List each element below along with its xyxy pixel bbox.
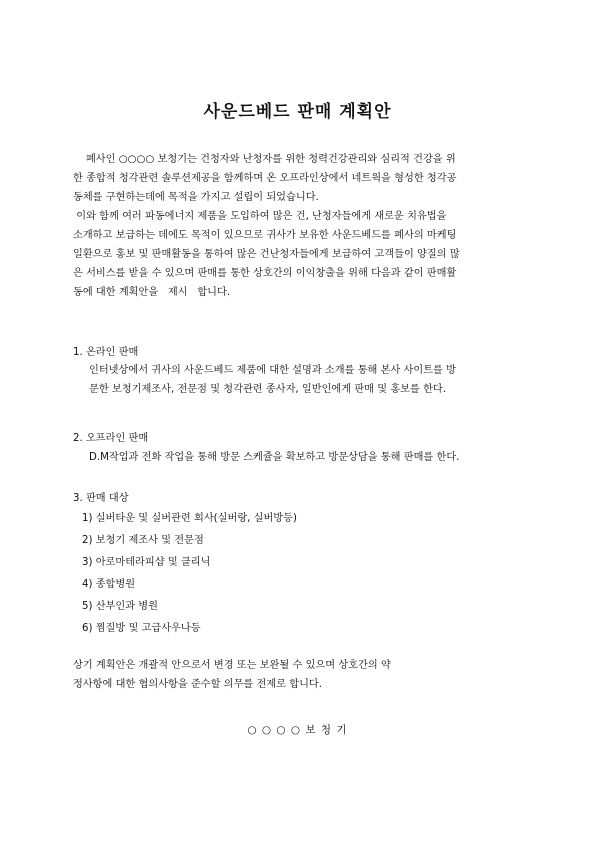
list-item: 2) 보청기 제조사 및 전문점 <box>82 535 204 546</box>
list-item: 3) 아로마테라피샵 및 클리닉 <box>82 557 211 568</box>
intro-line: 이와 함께 여러 파동에너지 제품을 도입하여 많은 건, 난청자들에게 새로운 치유법을 <box>73 211 447 222</box>
list-item: 5) 산부인과 병원 <box>82 601 158 612</box>
section-heading-online: 1. 온라인 판매 <box>73 347 139 358</box>
intro-line: 소개하고 보급하는 데에도 목적이 있으므로 귀사가 보유한 사운드베드를 폐사의 마케팅 <box>73 230 457 241</box>
intro-paragraph <box>73 150 533 302</box>
closing-line: 정사항에 대한 협의사항을 준수할 의무를 전제로 합니다. <box>73 679 323 690</box>
section-line: 문한 보청기제조사, 전문점 및 청각관련 종사자, 일반인에게 판매 및 홍보를 한다. <box>89 384 447 395</box>
intro-line: 은 서비스를 받을 수 있으며 판매를 통한 상호간의 이익창출을 위해 다음과 같이 판매활 <box>73 268 457 279</box>
closing-paragraph <box>73 656 391 694</box>
list-item: 6) 찜질방 및 고급사우나등 <box>82 623 201 634</box>
intro-line: 한 종합적 청각관련 솔루션제공을 함께하며 온 오프라인상에서 네트웍을 형성한 청각공 <box>73 173 457 184</box>
intro-line: 동체를 구현하는데에 목적을 가지고 설립이 되었습니다. <box>73 192 319 203</box>
section-body-online <box>89 361 456 399</box>
section-line: D.M작업과 전화 작업을 통해 방문 스케쥴을 확보하고 방문상담을 통해 판매를 한다. <box>89 452 460 463</box>
section-heading-targets: 3. 판매 대상 <box>73 493 129 504</box>
section-heading-offline: 2. 오프라인 판매 <box>73 433 149 444</box>
list-item: 1) 실버타운 및 실버관련 회사(실버랑, 실버방등) <box>82 513 297 524</box>
intro-line: 일환으로 홍보 및 판매활동을 통하여 많은 건난청자들에게 보급하여 고객들이 양질의 많 <box>73 249 460 260</box>
target-list <box>82 508 297 640</box>
signature: ○ ○ ○ ○ 보 청 기 <box>247 724 348 736</box>
section-body-offline <box>89 448 459 467</box>
intro-line: 동에 대한 계획안을 제시 합니다. <box>73 287 231 298</box>
intro-line: 폐사인 ○○○○ 보청기는 건청자와 난청자를 위한 청력건강관리와 심리적 건강을 위 <box>73 154 456 165</box>
closing-line: 상기 계획안은 개괄적 안으로서 변경 또는 보완될 수 있으며 상호간의 약 <box>73 660 391 671</box>
list-item: 4) 종합병원 <box>82 579 136 590</box>
document-title: 사운드베드 판매 계획안 <box>203 102 392 122</box>
section-line: 인터넷상에서 귀사의 사운드베드 제품에 대한 설명과 소개를 통해 본사 사이트를 방 <box>89 365 456 376</box>
